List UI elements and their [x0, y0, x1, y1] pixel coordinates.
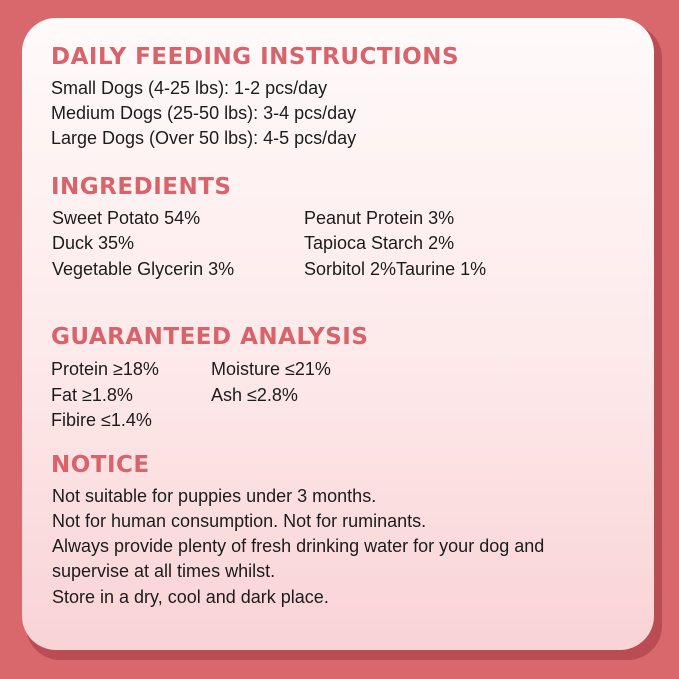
ingredient-item: Duck 35%	[52, 233, 135, 253]
feeding-heading: DAILY FEEDING INSTRUCTIONS	[51, 44, 460, 70]
notice-heading: NOTICE	[51, 452, 150, 478]
ingredient-item: Tapioca Starch 2%	[304, 233, 455, 253]
analysis-heading: GUARANTEED ANALYSIS	[51, 324, 369, 350]
notice-line: Always provide plenty of fresh drinking water for your dog and	[52, 536, 545, 556]
analysis-item: Moisture ≤21%	[211, 359, 331, 379]
ingredient-item: Vegetable Glycerin 3%	[52, 259, 235, 279]
notice-line: Store in a dry, cool and dark place.	[52, 587, 329, 607]
analysis-item: Fibire ≤1.4%	[51, 410, 152, 430]
notice-line: Not for human consumption. Not for ruminants.	[52, 511, 427, 531]
analysis-item: Ash ≤2.8%	[211, 385, 298, 405]
notice-line: Not suitable for puppies under 3 months.	[52, 486, 377, 506]
feeding-line-small: Small Dogs (4-25 lbs): 1-2 pcs/day	[51, 78, 328, 98]
analysis-item: Fat ≥1.8%	[51, 385, 133, 405]
ingredients-heading: INGREDIENTS	[51, 174, 232, 200]
notice-line: supervise at all times whilst.	[52, 561, 276, 581]
ingredient-item: Sweet Potato 54%	[52, 208, 201, 228]
analysis-item: Protein ≥18%	[51, 359, 159, 379]
ingredient-item: Sorbitol 2%Taurine 1%	[304, 259, 487, 279]
feeding-line-medium: Medium Dogs (25-50 lbs): 3-4 pcs/day	[51, 103, 357, 123]
info-card	[22, 18, 654, 650]
feeding-line-large: Large Dogs (Over 50 lbs): 4-5 pcs/day	[51, 128, 357, 148]
ingredient-item: Peanut Protein 3%	[304, 208, 455, 228]
